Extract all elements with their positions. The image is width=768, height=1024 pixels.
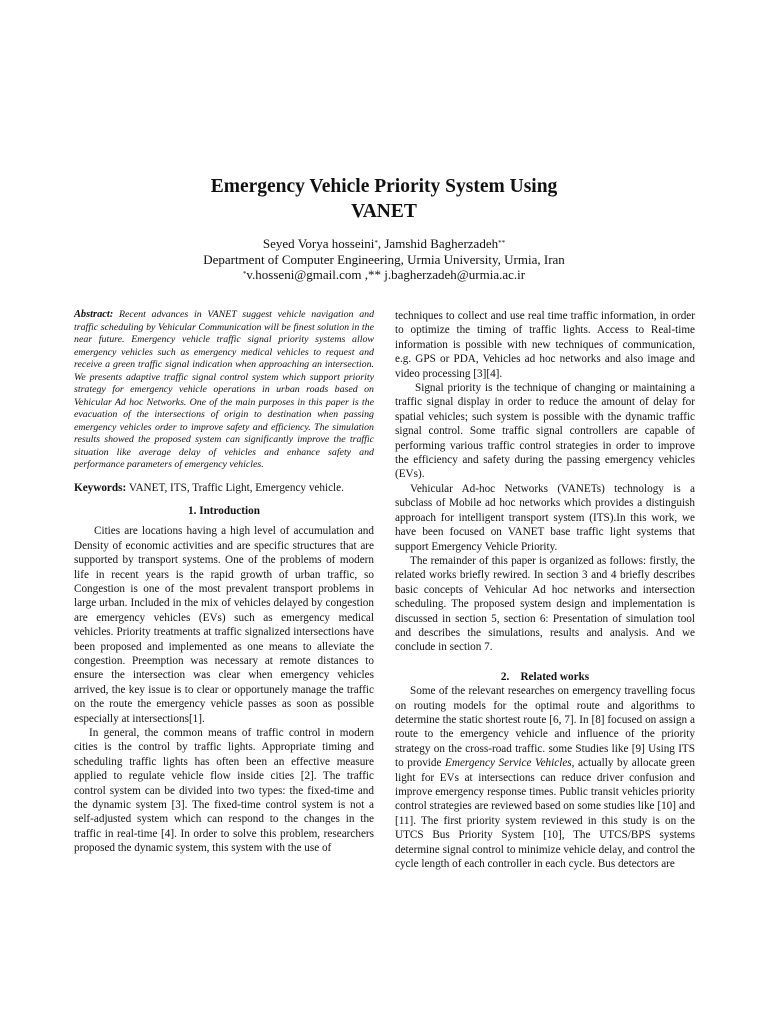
related-text-1: Some of the relevant researches on emergency travelling focus on routing models for the optimal route and algorithms to determine the static shortest route [6, 7]. In [8] focused on assign a route to the emergency vehicle and influence of the priority strategy on the cross-road traffic. some Studies like [9] Using ITS to provide <box>395 685 695 770</box>
author-block <box>0 236 768 283</box>
email-mark: * <box>242 270 247 278</box>
keywords <box>74 481 374 495</box>
emails-line <box>0 267 768 283</box>
author-names <box>0 236 768 252</box>
abstract <box>74 309 374 472</box>
paragraph-continued: techniques to collect and use real time traffic information, in order to optimize the timing of traffic lights. Access to Real-time information is possible with new techniques of communication, e.g. GPS or PDA, Vehicles ad hoc networks and also image and video processing [3][4]. <box>395 310 695 380</box>
emails: v.hosseni@gmail.com ,** j.bagherzadeh@urmia.ac.ir <box>246 267 526 282</box>
paragraph-signal-priority: Signal priority is the technique of changing or maintaining a traffic signal display in order to reduce the amount of delay for spatial vehicles; such system is possible with the dynamic traffic signal control. Some traffic signal controllers are capable of performing various traffic control strategies in order to improve the efficiency and safety during the passing emergency vehicles (EVs). <box>395 382 695 481</box>
author-1: Seyed Vorya hosseini <box>262 236 375 251</box>
keywords-text: VANET, ITS, Traffic Light, Emergency vehicle. <box>128 481 344 494</box>
affiliation: Department of Computer Engineering, Urmia University, Urmia, Iran <box>203 251 565 267</box>
author-1-mark: * <box>374 239 378 247</box>
title-line-1: Emergency Vehicle Priority System Using <box>210 176 558 197</box>
related-text-italic: Emergency Service Vehicles <box>445 757 572 770</box>
related-text-2: , actually by allocate green light for EVs at intersections can reduce driver confusion and improve emergency response times. Public transit vehicles priority control strategies are reviewed based on some studies like [10] and [11]. The first priority system reviewed in this study is on the UTCS Bus Priority System [10], The UTCS/BPS systems determine signal control to minimize vehicle delay, and control the cycle length of each controller in each cycle. Bus detectors are <box>395 757 695 871</box>
author-2-mark: ** <box>498 239 506 247</box>
author-2: , Jamshid Bagherzadeh <box>377 236 499 251</box>
paragraph-vanet: Vehicular Ad-hoc Networks (VANETs) technology is a subclass of Mobile ad hoc networks which provides a distinguish approach for intelligent transport system (ITS).In this work, we have been focused on VANET base traffic light systems that support Emergency Vehicle Priority. <box>395 482 695 553</box>
title-line-2: VANET <box>351 201 417 222</box>
left-column <box>74 309 374 856</box>
related-works-paragraph <box>395 684 695 871</box>
right-column <box>395 309 695 871</box>
intro-paragraph-2: In general, the common means of traffic control in modern cities is the control by traffic lights. Appropriate timing and scheduling traffic lights has often been an effective measure applied to regulate vehicle flow inside cities [2]. The traffic control system can be divided into two types: the fixed-time and the dynamic system [3]. The fixed-time control system is not a self-adjusted system which can respond to the changes in the traffic in real-time [4]. In order to solve this problem, researchers proposed the dynamic system, this system with the use of <box>74 727 374 855</box>
section-heading-related-works <box>395 670 695 684</box>
section-heading-introduction: 1. Introduction <box>188 504 260 517</box>
intro-paragraph-1: Cities are locations having a high level of accumulation and Density of economic activities and are specific structures that are supported by transport systems. One of the problems of modern life in recent years is the rapid growth of urban traffic, so Congestion is one of the most prevalent transport problems in large urban. Included in the mix of vehicles delayed by congestion are emergency vehicles (EVs) such as emergency medical vehicles. Priority treatments at traffic signalized intersections have been proposed and implemented as one means to alleviate the congestion. Preemption was necessary at remote distances to ensure the intersection was clear when emergency vehicles arrived, the key issue is to clear or opportunely manage the traffic on the route the emergency vehicle passes as soon as possible especially at intersections[1]. <box>74 525 374 725</box>
keywords-label: Keywords: <box>74 481 127 494</box>
paper-title <box>0 174 768 224</box>
paragraph-remainder: The remainder of this paper is organized as follows: firstly, the related works briefly rewired. In section 3 and 4 briefly describes basic concepts of Vehicular Ad hoc networks and intersection scheduling. The proposed system design and implementation is discussed in section 5, section 6: Presentation of simulation tool and describes the simulations, results and analysis. And we conclude in section 7. <box>395 554 695 654</box>
related-heading-text: 2. Related works <box>500 670 590 683</box>
abstract-text: Recent advances in VANET suggest vehicle navigation and traffic scheduling by Vehicular Communication will be finest solution in the near future. Emergency vehicle traffic signal priority systems allow emergency vehicles such as emergency medical vehicles to request and receive a green traffic signal indication when approaching an intersection. We presents adaptive traffic signal control system which support priority strategy for emergency vehicle operations in urban roads based on Vehicular Ad hoc Networks. One of the main purposes in this paper is the evacuation of the intersections of origin to destination when passing emergency vehicles order to improve safety and efficiency. The simulation results showed the proposed system can significantly improve the traffic situation like average delay of vehicles and enhance safety and performance parameters of emergency vehicles. <box>74 309 375 470</box>
title-block <box>0 174 768 224</box>
abstract-label: Abstract: <box>74 309 114 320</box>
